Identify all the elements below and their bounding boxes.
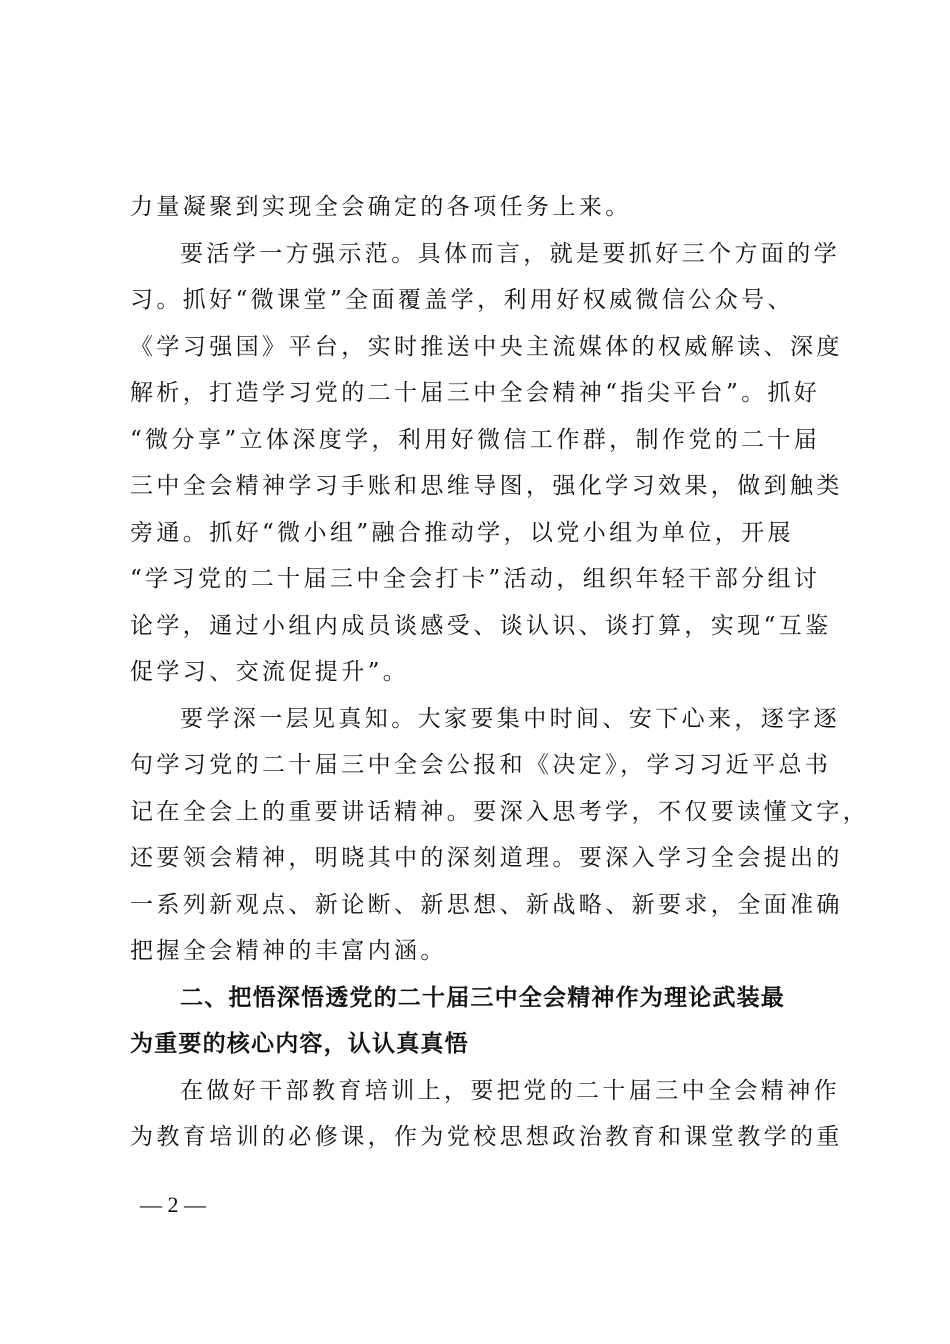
text-line: 旁通。抓好“微小组”融合推动学，以党小组为单位，开展 <box>130 519 794 546</box>
text-line: 在做好干部教育培训上，要把党的二十届三中全会精神作 <box>180 1077 840 1104</box>
text-line: 要活学一方强示范。具体而言，就是要抓好三个方面的学 <box>180 240 840 267</box>
heading-line: 为重要的核心内容，认认真真悟 <box>130 1031 469 1057</box>
text-line: 《学习强国》平台，实时推送中央主流媒体的权威解读、深度 <box>130 333 843 360</box>
text-line: “微分享”立体深度学，利用好微信工作群，制作党的二十届 <box>130 426 821 453</box>
paragraph-4 <box>130 1068 843 1161</box>
section-heading <box>130 975 830 1068</box>
paragraph-2 <box>130 231 843 696</box>
text-line: 促学习、交流促提升”。 <box>130 659 410 685</box>
text-line: 力量凝聚到实现全会确定的各项任务上来。 <box>130 194 632 220</box>
text-line: 要学深一层见真知。大家要集中时间、安下心来，逐字逐 <box>180 705 840 732</box>
text-line: 论学，通过小组内成员谈感受、谈认识、谈打算，实现“互鉴 <box>130 612 832 639</box>
text-line: 三中全会精神学习手账和思维导图，强化学习效果，做到触类 <box>130 473 843 499</box>
text-line: 一系列新观点、新论断、新思想、新战略、新要求，全面准确 <box>130 891 843 918</box>
text-line: 把握全会精神的丰富内涵。 <box>130 938 447 964</box>
text-line: 为教育培训的必修课，作为党校思想政治教育和课堂教学的重 <box>130 1124 843 1150</box>
text-line: 记在全会上的重要讲话精神。要深入思考学，不仅要读懂文字， <box>130 798 870 825</box>
document-body <box>130 184 870 1161</box>
paragraph-1 <box>130 184 830 231</box>
text-line: “学习党的二十届三中全会打卡”活动，组织年轻干部分组讨 <box>130 566 821 592</box>
page-number: — 2 — <box>140 1192 206 1217</box>
text-line: 还要领会精神，明晓其中的深刻道理。要深入学习全会提出的 <box>130 845 843 871</box>
text-line: 解析，打造学习党的二十届三中全会精神“指尖平台”。抓好 <box>130 380 821 406</box>
paragraph-3 <box>130 696 870 975</box>
text-line: 习。抓好“微课堂”全面覆盖学，利用好权威微信公众号、 <box>130 287 794 313</box>
text-line: 句学习党的二十届三中全会公报和《决定》，学习习近平总书 <box>130 752 832 778</box>
heading-line: 二、把悟深悟透党的二十届三中全会精神作为理论武装最 <box>180 984 785 1011</box>
